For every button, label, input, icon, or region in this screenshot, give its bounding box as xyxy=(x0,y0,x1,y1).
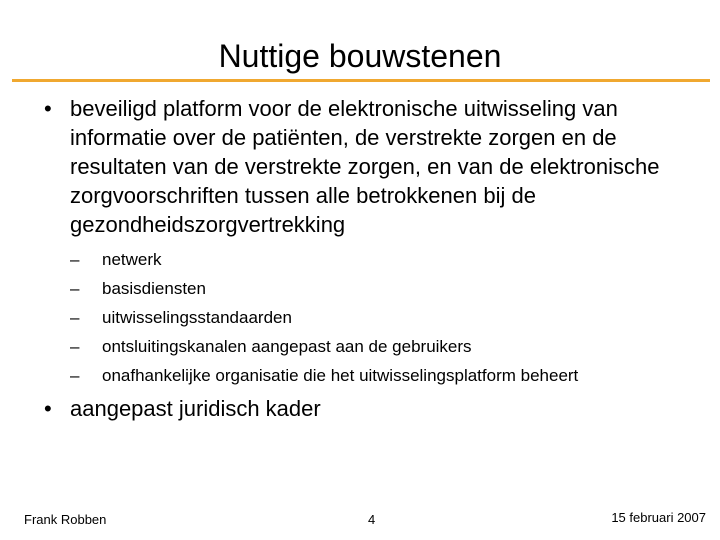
sub-bullet-item xyxy=(70,332,694,361)
bullet-item-legal xyxy=(44,394,694,423)
sub-bullet-marker: – xyxy=(70,279,80,298)
bullet-text: aangepast juridisch kader xyxy=(70,396,321,421)
sub-bullet-text: uitwisselingsstandaarden xyxy=(102,308,292,327)
sub-bullet-text: onafhankelijke organisatie die het uitwisselingsplatform beheert xyxy=(102,366,579,385)
bullet-text: beveiligd platform voor de elektronische uitwisseling van informatie over de patiënten, de verstrekte zorgen en de resultaten van de verstrekte zorgen, en van de elektronische zorgvoorschriften tussen alle betrokkenen bij de gezondheidszorgvertrekking xyxy=(70,96,660,237)
sub-bullet-item xyxy=(70,361,694,390)
sub-bullet-marker: – xyxy=(70,337,80,356)
sub-bullet-item xyxy=(70,274,694,303)
title-divider xyxy=(12,79,710,82)
footer-page-number: 4 xyxy=(368,512,376,527)
bullet-marker: • xyxy=(44,396,52,421)
bullet-list xyxy=(44,94,694,423)
sub-bullet-marker: – xyxy=(70,308,80,327)
sub-bullet-list xyxy=(70,245,694,390)
sub-bullet-text: basisdiensten xyxy=(102,279,206,298)
bullet-item-platform xyxy=(44,94,694,390)
footer-date: 15 februari 2007 xyxy=(611,510,706,525)
sub-bullet-marker: – xyxy=(70,366,80,385)
sub-bullet-item xyxy=(70,303,694,332)
sub-bullet-text: netwerk xyxy=(102,250,162,269)
sub-bullet-text: ontsluitingskanalen aangepast aan de gebruikers xyxy=(102,337,472,356)
slide-title: Nuttige bouwstenen xyxy=(218,38,502,74)
footer-author: Frank Robben xyxy=(24,512,107,527)
sub-bullet-marker: – xyxy=(70,250,80,269)
bullet-marker: • xyxy=(44,96,52,121)
sub-bullet-item xyxy=(70,245,694,274)
